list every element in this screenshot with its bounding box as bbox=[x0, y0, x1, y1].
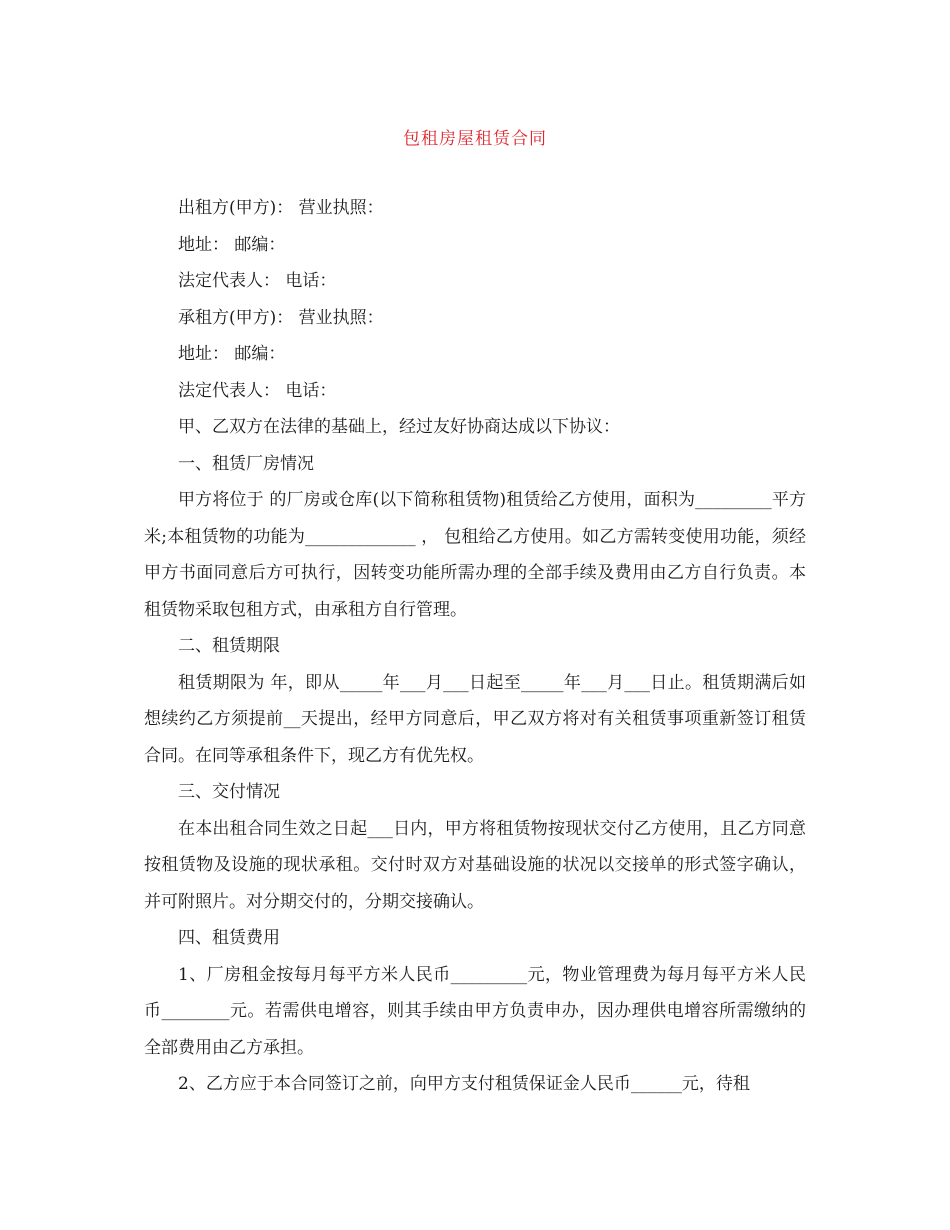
section-1-paragraph: 甲方将位于 的厂房或仓库(以下简称租赁物)租赁给乙方使用，面积为_________平方米;本租赁物的功能为_____________ ， 包租给乙方使用。如乙方需转变使用功能，须经甲方书面同意后方可执行，因转变功能所需办理的全部手续及费用由乙方自行负责。本租赁物采取包租方式，由承租方自行管理。 bbox=[144, 490, 806, 620]
section-heading-4: 四、租赁费用 bbox=[178, 928, 280, 948]
lessor-line: 出租方(甲方)： 营业执照： bbox=[178, 198, 384, 218]
section-heading-3: 三、交付情况 bbox=[178, 782, 280, 802]
lessee-representative-line: 法定代表人： 电话： bbox=[178, 380, 337, 401]
section-4-paragraph-2: 2、乙方应于本合同签订之前，向甲方支付租赁保证金人民币______元，待租 bbox=[178, 1074, 750, 1094]
section-heading-2: 二、租赁期限 bbox=[178, 636, 280, 656]
lessor-representative-line: 法定代表人： 电话： bbox=[178, 271, 337, 291]
section-4-paragraph-1: 1、厂房租金按每月每平方米人民币_________元，物业管理费为每月每平方米人民币________元。若需供电增容，则其手续由甲方负责申办，因办理供电增容所需缴纳的全部费用由乙方承担。 bbox=[144, 964, 806, 1058]
section-heading-1: 一、租赁厂房情况 bbox=[178, 453, 314, 474]
lessee-line: 承租方(甲方)： 营业执照： bbox=[178, 307, 384, 328]
section-2-paragraph: 租赁期限为 年，即从_____年___月___日起至_____年___月___日止。租赁期满后如想续约乙方须提前__天提出，经甲方同意后，甲乙双方将对有关租赁事项重新签订租赁合同。在同等承租条件下，现乙方有优先权。 bbox=[144, 672, 806, 766]
lessor-address-line: 地址： 邮编： bbox=[178, 234, 286, 255]
lessee-address-line: 地址： 邮编： bbox=[178, 344, 286, 364]
document-title: 包租房屋租赁合同 bbox=[403, 129, 547, 149]
section-3-paragraph: 在本出租合同生效之日起___日内，甲方将租赁物按现状交付乙方使用，且乙方同意按租赁物及设施的现状承租。交付时双方对基础设施的状况以交接单的形式签字确认，并可附照片。对分期交付的，分期交接确认。 bbox=[144, 818, 806, 912]
document-body bbox=[144, 190, 806, 1103]
agreement-intro: 甲、乙双方在法律的基础上，经过友好协商达成以下协议： bbox=[178, 417, 620, 437]
